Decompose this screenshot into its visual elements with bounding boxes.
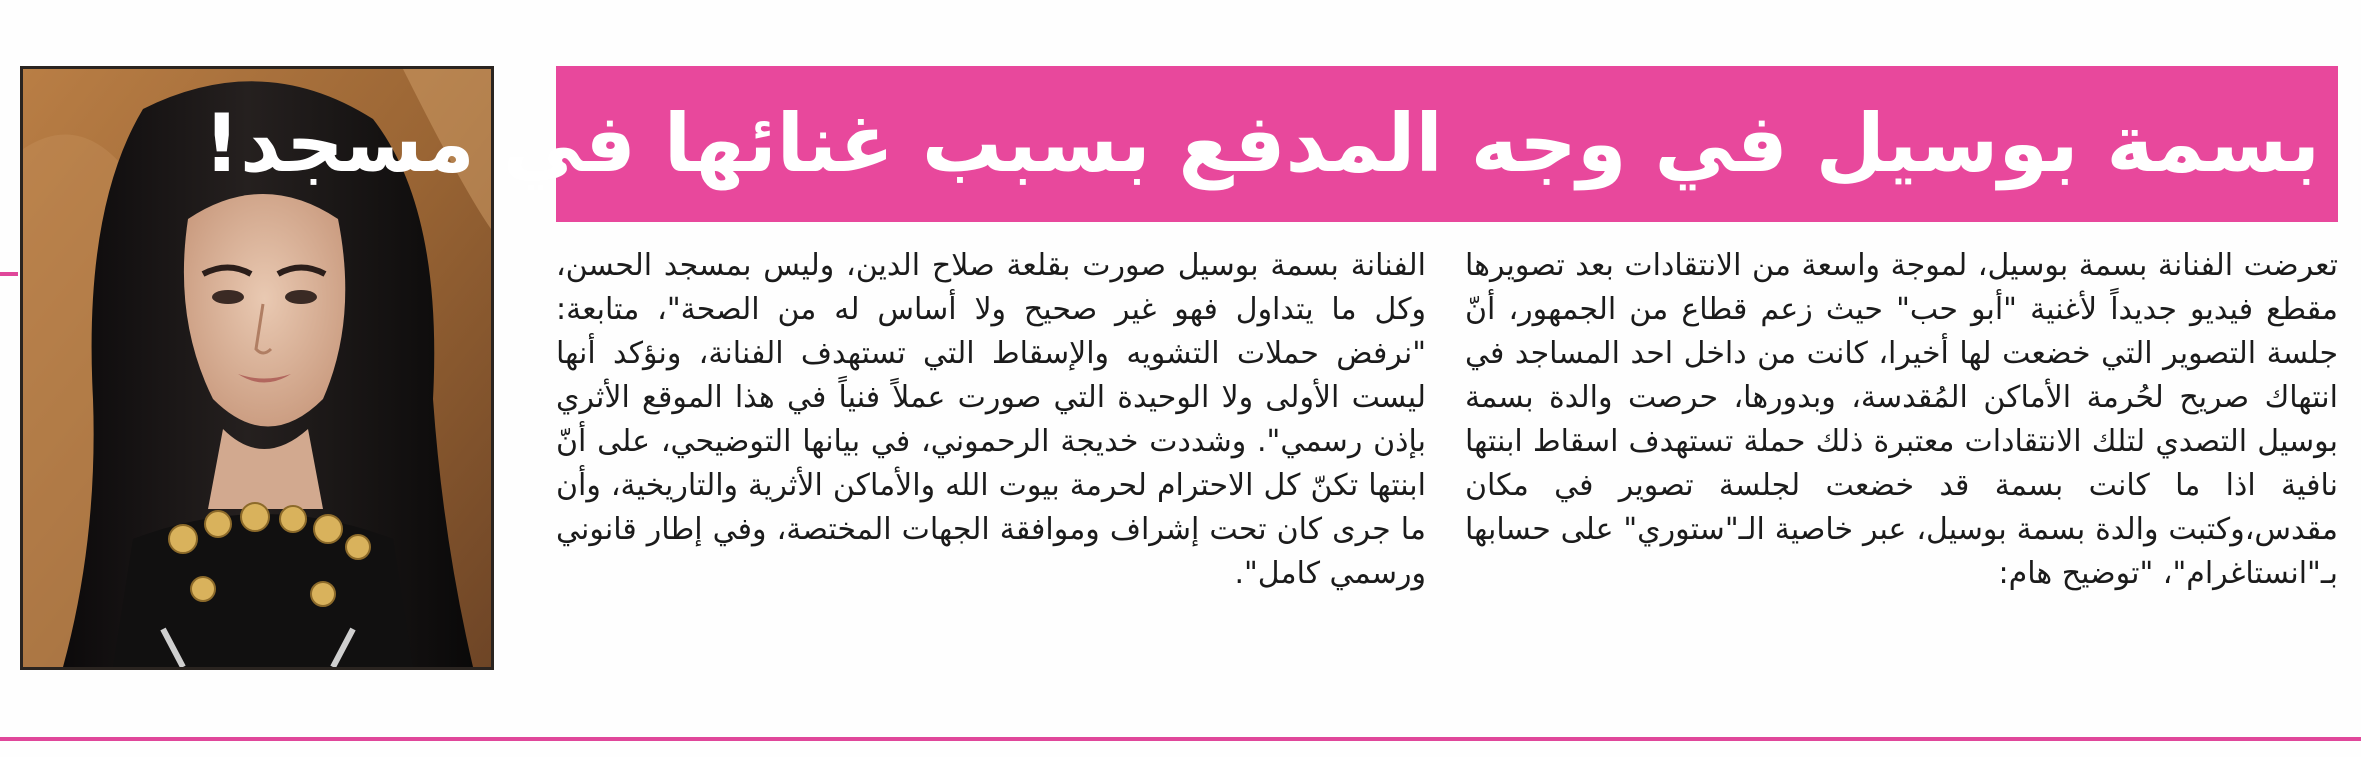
accent-rule-bottom [0, 737, 2361, 741]
headline-band [203, 66, 2338, 222]
accent-rule-left [0, 272, 18, 276]
article-column-left: الفنانة بسمة بوسيل صورت بقلعة صلاح الدين، وليس بمسجد الحسن، وكل ما يتداول فهو غير صحيح ولا أساس له من الصحة"، متابعة: "نرفض حملات التشويه والإسقاط التي تستهدف الفنانة، ونؤكد أنها ليست الأولى ولا الوحيدة التي صورت عملاً فنياً في هذا الموقع الأثري بإذن رسمي". وشددت خديجة الرحموني، في بيانها التوضيحي، على أنّ ابنتها تكنّ كل الاحترام لحرمة بيوت الله والأماكن الأثرية والتاريخية، وأن ما جرى كان تحت إشراف وموافقة الجهات المختصة، وفي إطار قانوني ورسمي كامل". [556, 248, 1426, 591]
article-headline: بسمة بوسيل في وجه المدفع بسبب غنائها في مسجد! [203, 97, 2320, 190]
article-column-right: تعرضت الفنانة بسمة بوسيل، لموجة واسعة من الانتقادات بعد تصويرها مقطع فيديو جديداً لأغنية "أبو حب" حيث زعم قطاع من الجمهور، أنّ جلسة التصوير التي خضعت لها أخيرا، كانت من داخل احد المساجد في انتهاك صريح لحُرمة الأماكن المُقدسة، وبدورها، حرصت والدة بسمة بوسيل التصدي لتلك الانتقادات معتبرة ذلك حملة تستهدف اسقاط ابنتها نافية اذا ما كانت بسمة قد خضعت لجلسة تصوير في مكان مقدس،وكتبت والدة بسمة بوسيل، عبر خاصية الـ"ستوري" على حسابها بـ"انستاغرام"، "توضيح هام: [1465, 248, 2338, 591]
